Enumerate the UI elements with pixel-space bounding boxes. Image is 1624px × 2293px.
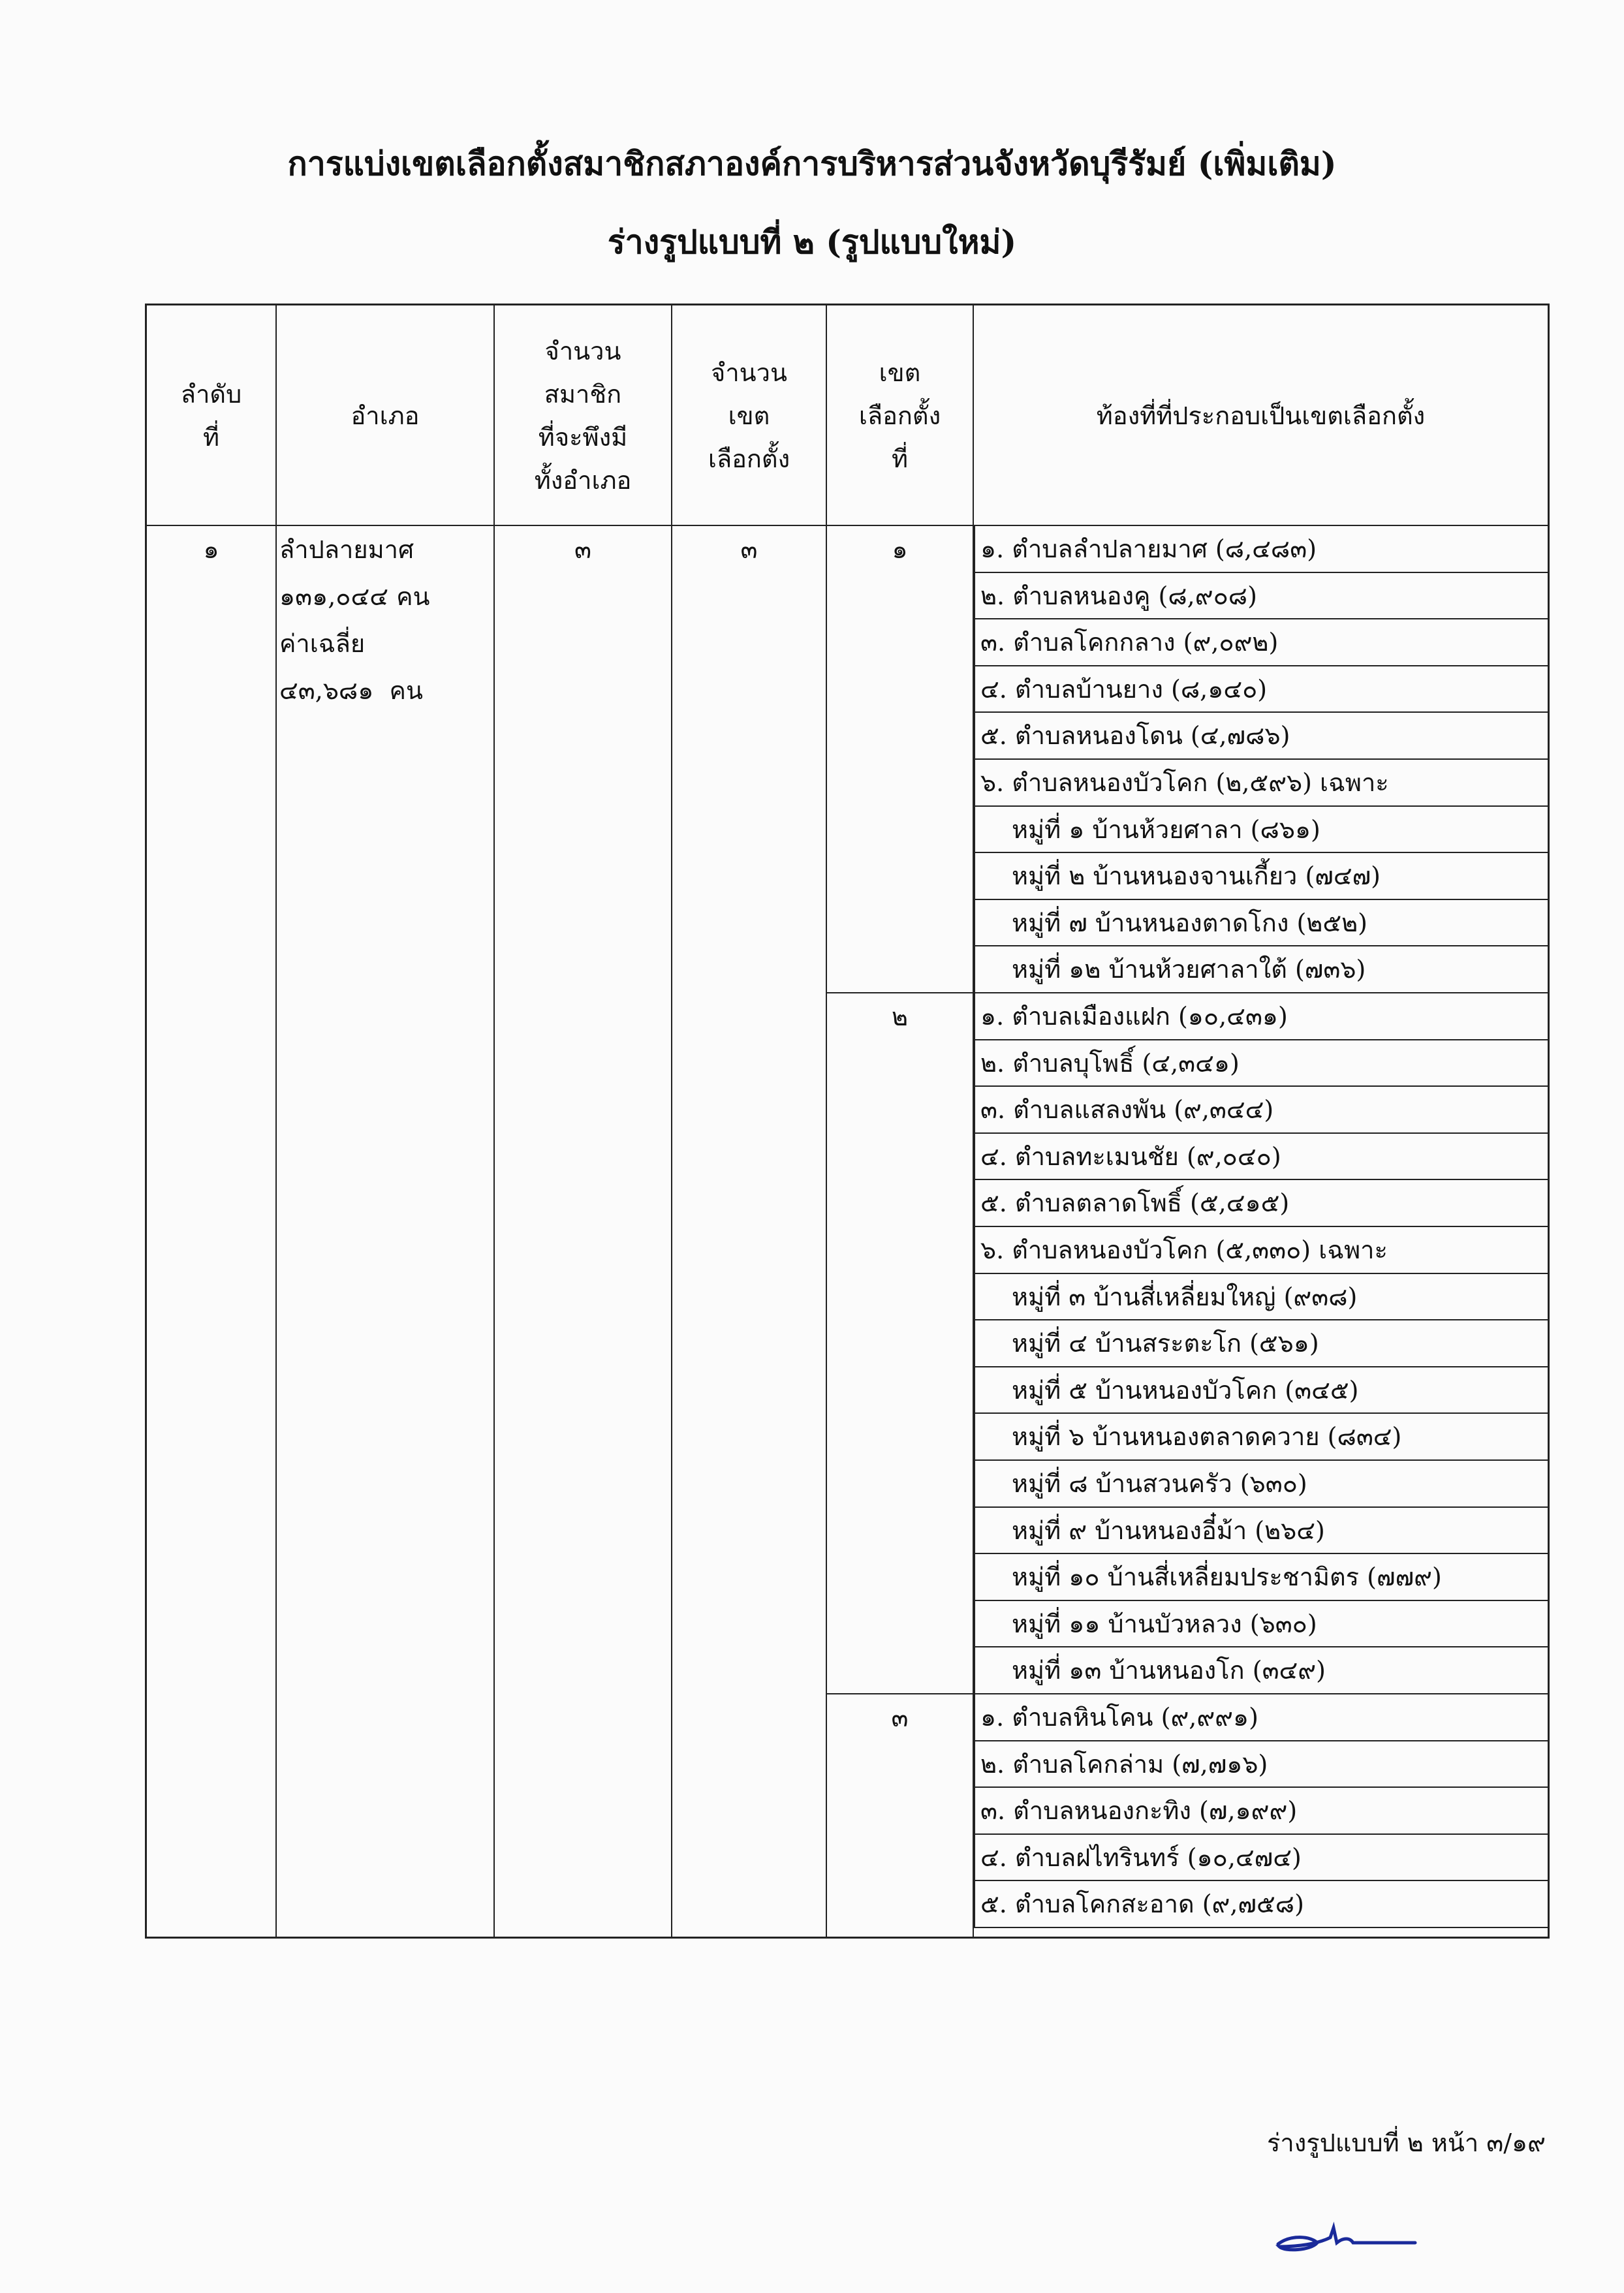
village-row: หมู่ที่ ๗ บ้านหนองตาดโกง (๒๕๒) [974, 900, 1548, 947]
header-members [495, 305, 671, 525]
row-no: ๑ [203, 535, 219, 564]
subdistrict-row: ๑. ตำบลเมืองแฝก (๑๐,๔๓๑) [974, 993, 1548, 1040]
village-row: หมู่ที่ ๙ บ้านหนองอี๋ม้า (๒๖๔) [974, 1508, 1548, 1555]
subdistrict-row: ๕. ตำบลตลาดโพธิ์ (๕,๔๑๕) [974, 1180, 1548, 1227]
village-row: หมู่ที่ ๓ บ้านสี่เหลี่ยมใหญ่ (๙๓๘) [974, 1274, 1548, 1321]
subdistrict-row: ๔. ตำบลทะเมนชัย (๙,๐๔๐) [974, 1134, 1548, 1181]
districting-table [145, 304, 1550, 1939]
header-zone-no-line: เขต [879, 358, 921, 387]
subdistrict-row: ๕. ตำบลหนองโดน (๔,๗๘๖) [974, 713, 1548, 760]
district-name: ลำปลายมาศ [279, 535, 414, 564]
district-average: ๔๓,๖๘๑ คน [279, 676, 423, 705]
village-row: หมู่ที่ ๔ บ้านสระตะโก (๕๖๑) [974, 1320, 1548, 1367]
subdistrict-row: ๓. ตำบลโคกกลาง (๙,๐๙๒) [974, 619, 1548, 666]
header-no [147, 305, 275, 525]
village-row: หมู่ที่ ๑๒ บ้านห้วยศาลาใต้ (๗๓๖) [974, 946, 1548, 993]
signature-icon [1272, 2218, 1422, 2264]
header-no-line: ลำดับ [180, 379, 242, 409]
header-zones-count-line: จำนวน [711, 358, 787, 387]
header-members-line: สมาชิก [544, 379, 622, 409]
header-no-line: ที่ [202, 422, 220, 452]
header-areas [974, 305, 1548, 525]
subdistrict-row: ๔. ตำบลบ้านยาง (๘,๑๔๐) [974, 666, 1548, 713]
village-row: หมู่ที่ ๕ บ้านหนองบัวโคก (๓๔๕) [974, 1367, 1548, 1414]
district-population: ๑๓๑,๐๔๔ คน [279, 582, 430, 611]
header-district [277, 305, 493, 525]
header-zones-count-line: เขต [728, 401, 770, 430]
subdistrict-row: ๒. ตำบลโคกล่าม (๗,๗๑๖) [974, 1741, 1548, 1788]
village-row: หมู่ที่ ๖ บ้านหนองตลาดควาย (๘๓๔) [974, 1414, 1548, 1461]
village-row: หมู่ที่ ๑๓ บ้านหนองโก (๓๔๙) [974, 1647, 1548, 1694]
district-cell [277, 526, 495, 714]
page-subtitle: ร่างรูปแบบที่ ๒ (รูปแบบใหม่) [607, 223, 1017, 261]
village-row: หมู่ที่ ๘ บ้านสวนครัว (๖๓๐) [974, 1461, 1548, 1508]
members-cell: ๓ [574, 535, 591, 564]
header-members-line: ทั้งอำเภอ [534, 465, 632, 495]
page-footer: ร่างรูปแบบที่ ๒ หน้า ๓/๑๙ [1267, 2129, 1546, 2157]
subdistrict-row: ๒. ตำบลบุโพธิ์ (๔,๓๔๑) [974, 1040, 1548, 1087]
village-row: หมู่ที่ ๑๐ บ้านสี่เหลี่ยมประชามิตร (๗๗๙) [974, 1554, 1548, 1601]
header-members-line: จำนวน [544, 336, 621, 366]
subdistrict-row: ๖. ตำบลหนองบัวโคก (๕,๓๓๐) เฉพาะ [974, 1227, 1548, 1274]
subdistrict-row: ๓. ตำบลหนองกะทิง (๗,๑๙๙) [974, 1788, 1548, 1835]
subdistrict-row: ๓. ตำบลแสลงพัน (๙,๓๔๔) [974, 1087, 1548, 1134]
zone-number: ๓ [891, 1704, 909, 1732]
zones-count-cell: ๓ [740, 535, 758, 564]
subdistrict-row: ๑. ตำบลหินโคน (๙,๙๙๑) [974, 1694, 1548, 1741]
subdistrict-row: ๒. ตำบลหนองคู (๘,๙๐๘) [974, 573, 1548, 620]
header-areas-line: ท้องที่ที่ประกอบเป็นเขตเลือกตั้ง [1096, 401, 1426, 430]
village-row: หมู่ที่ ๑๑ บ้านบัวหลวง (๖๓๐) [974, 1601, 1548, 1648]
header-zone-no [827, 305, 973, 525]
header-zone-no-line: ที่ [891, 444, 909, 473]
header-zones-count [672, 305, 826, 525]
header-zones-count-line: เลือกตั้ง [708, 444, 790, 473]
subdistrict-row: ๕. ตำบลโคกสะอาด (๙,๗๕๘) [974, 1881, 1548, 1928]
zone-number: ๑ [892, 535, 908, 564]
header-members-line: ที่จะพึงมี [538, 422, 628, 452]
district-average-label: ค่าเฉลี่ย [279, 629, 366, 658]
subdistrict-row: ๖. ตำบลหนองบัวโคก (๒,๕๙๖) เฉพาะ [974, 760, 1548, 807]
village-row: หมู่ที่ ๑ บ้านห้วยศาลา (๘๖๑) [974, 807, 1548, 854]
page-title: การแบ่งเขตเลือกตั้งสมาชิกสภาองค์การบริหารส่วนจังหวัดบุรีรัมย์ (เพิ่มเติม) [287, 144, 1337, 183]
header-district-line: อำเภอ [351, 401, 420, 430]
zone-number: ๒ [891, 1003, 909, 1031]
subdistrict-row: ๑. ตำบลลำปลายมาศ (๘,๔๘๓) [974, 526, 1548, 573]
subdistrict-row: ๔. ตำบลฝไทรินทร์ (๑๐,๔๗๔) [974, 1835, 1548, 1882]
village-row: หมู่ที่ ๒ บ้านหนองจานเกี้ยว (๗๔๗) [974, 853, 1548, 900]
header-zone-no-line: เลือกตั้ง [858, 401, 941, 430]
